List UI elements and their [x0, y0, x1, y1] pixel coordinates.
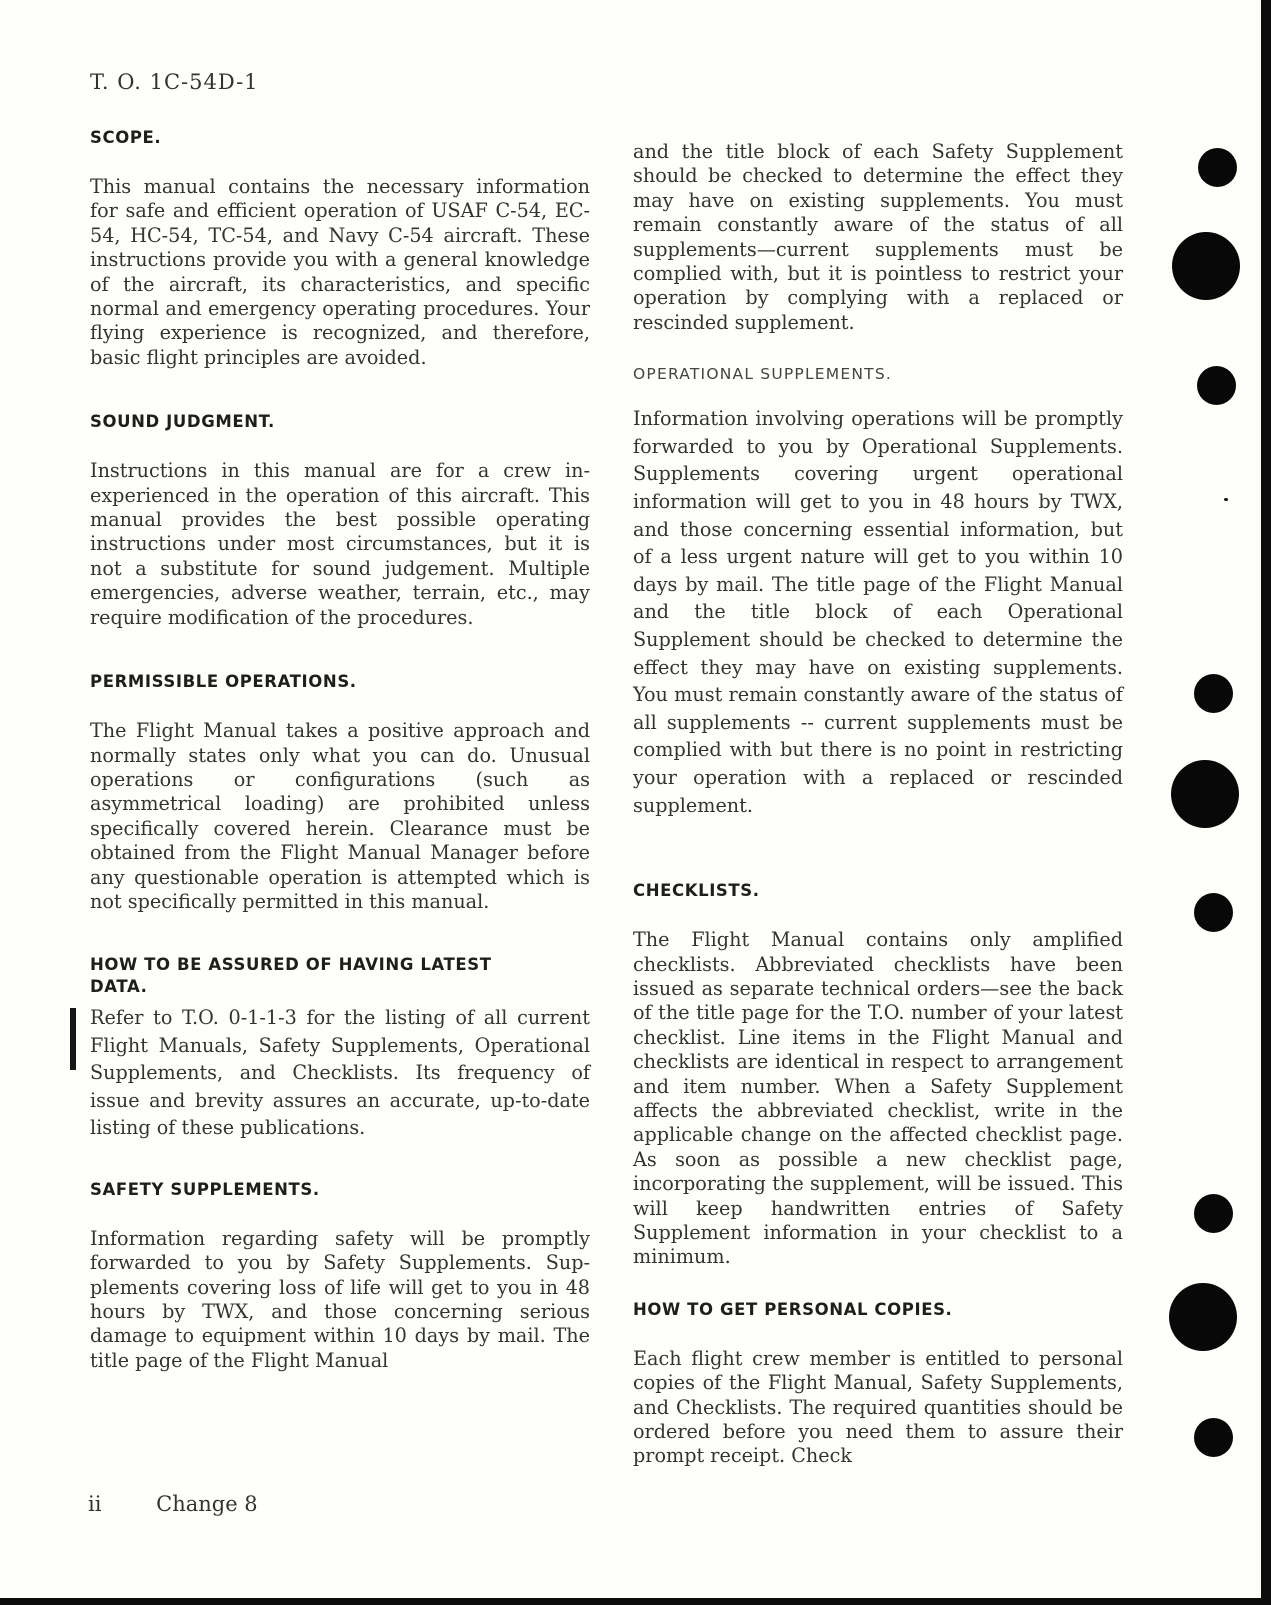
- section-safety-supplements: [90, 1180, 590, 1373]
- safety-supplements-continuation: [633, 140, 1123, 335]
- section-latest-data: [90, 954, 590, 1142]
- binding-hole-icon: [1172, 232, 1240, 300]
- section-sound-judgment: [90, 412, 590, 630]
- section-operational-supplements: [633, 365, 1123, 819]
- section-body: Instructions in this manual are for a crew inexperienced in the operation of this aircraft. This manual provides the best possible operating instructions under most circumstances, but it is not a substitute for sound judgement. Multiple emergencies, adverse weather, terrain, etc., may require modification of the procedures.: [90, 459, 590, 629]
- section-heading: SAFETY SUPPLEMENTS.: [90, 1179, 320, 1199]
- binding-hole-icon: [1194, 674, 1233, 713]
- change-bar: [70, 1008, 76, 1070]
- section-body: and the title block of each Safety Supplement should be checked to determine the effect they may have on existing supplements. You must remain constantly aware of the status of all supplements—current supplements must be complied with, but it is pointless to restrict your operation by complying with a replaced or rescinded supplement.: [633, 140, 1123, 334]
- binding-hole-icon: [1169, 1283, 1237, 1351]
- page-edge-shadow: [0, 1598, 1271, 1605]
- left-column: [90, 128, 590, 1373]
- section-heading: SOUND JUDGMENT.: [90, 412, 275, 432]
- change-number: Change 8: [156, 1492, 258, 1516]
- section-heading: SCOPE.: [90, 128, 162, 147]
- section-heading: CHECKLISTS.: [633, 881, 760, 901]
- section-body: This manual contains the necessary information for safe and efficient operation of USAF C-54, EC-54, HC-54, TC-54, and Navy C-54 aircraft. These instructions provide you with a general knowledge of the aircraft, its characteristics, and specific normal and emergency operating procedures. Your flying experience is recognized, and therefore, basic flight principles are avoided.: [90, 175, 590, 369]
- binding-hole-icon: [1194, 893, 1233, 932]
- section-heading: PERMISSIBLE OPERATIONS.: [90, 672, 357, 692]
- section-body: The Flight Manual takes a positive approach and normally states only what you can do. Unusual operations or configurations (such as asymmetrical loading) are prohibited unless specifically covered herein. Clearance must be obtained from the Flight Manual Manager before any questionable operation is attempted which is not specifically permitted in this manual.: [90, 719, 590, 913]
- technical-order-number: T. O. 1C-54D-1: [90, 70, 259, 94]
- right-column: [633, 140, 1123, 1469]
- section-checklists: [633, 881, 1123, 1270]
- section-permissible-operations: [90, 672, 590, 914]
- binding-hole-icon: [1198, 148, 1237, 187]
- page-footer: [88, 1492, 258, 1516]
- section-body: Information involving operations will be promptly forwarded to you by Operational Supplements. Supplements covering urgent operational information will get to you in 48 hours by TWX, and those concerning essential information, but of a less urgent nature will get to you within 10 days by mail. The title page of the Flight Manual and the title block of each Operational Supplement should be checked to determine the effect they may have on existing supplements. You must remain constantly aware of the status of all supplements -- current supplements must be complied with but there is no point in restricting your operation with a replaced or rescinded supplement.: [633, 407, 1123, 817]
- section-body: Refer to T.O. 0-1-1-3 for the listing of all current Flight Manuals, Safety Supplements, Operational Supplements, and Checklists. Its frequency of issue and brevity assures an accurate, up-to-date listing of these publications.: [90, 1006, 590, 1140]
- binding-hole-icon: [1194, 1418, 1233, 1457]
- page-edge-shadow: [1261, 0, 1271, 1605]
- section-body: The Flight Manual contains only amplified checklists. Abbreviated checklists have been issued as separate technical orders—see the back of the title page for the T.O. number of your latest checklist. Line items in the Flight Manual and checklists are identical in respect to arrangement and item number. When a Safety Supplement affects the abbreviated checklist, write in the applicable change on the affected checklist page. As soon as possible a new checklist page, incorporating the supplement, will be issued. This will keep handwritten entries of Safety Supplement information in your checklist to a minimum.: [633, 928, 1123, 1269]
- section-heading: HOW TO GET PERSONAL COPIES.: [633, 1299, 953, 1319]
- binding-hole-icon: [1194, 1194, 1233, 1233]
- section-heading: HOW TO BE ASSURED OF HAVING LATEST DATA.: [90, 955, 492, 997]
- binding-hole-icon: [1171, 760, 1239, 828]
- section-personal-copies: [633, 1300, 1123, 1469]
- ink-speck: [1224, 498, 1228, 501]
- binding-hole-icon: [1197, 366, 1236, 405]
- section-heading: OPERATIONAL SUPPLEMENTS.: [633, 365, 892, 384]
- section-body: Each flight crew member is entitled to personal copies of the Flight Manual, Safety Supplements, and Checklists. The required quantities should be ordered before you need them to assure their prompt receipt. Check: [633, 1346, 1123, 1468]
- page-number: ii: [88, 1492, 102, 1516]
- section-body: Information regarding safety will be promptly forwarded to you by Safety Supplements. Supplements covering loss of life will get to you in 48 hours by TWX, and those concerning serious damage to equipment within 10 days by mail. The title page of the Flight Manual: [90, 1226, 590, 1372]
- section-scope: [90, 128, 590, 370]
